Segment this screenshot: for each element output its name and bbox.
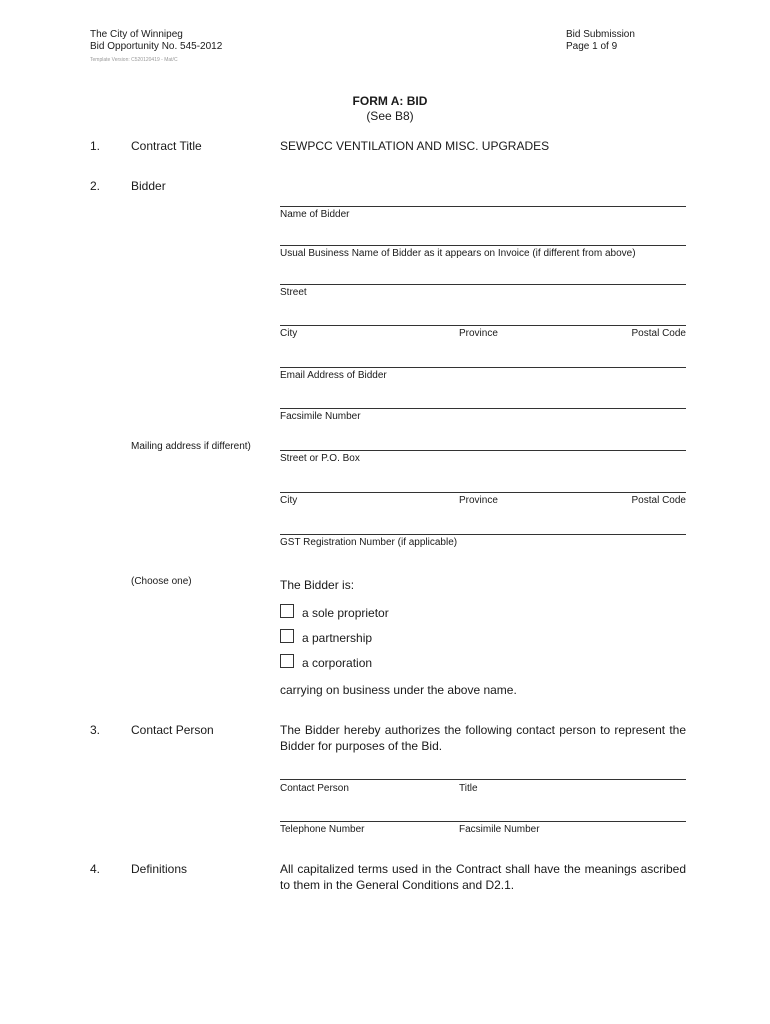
corporation-checkbox[interactable] [280,654,294,668]
street-field[interactable] [280,284,686,285]
mailing-street-field[interactable] [280,450,686,451]
mailing-address-label: Mailing address if different) [131,441,251,452]
choose-one-label: (Choose one) [131,576,192,587]
section-3-number: 3. [90,723,101,737]
contract-title-label: Contract Title [131,139,202,153]
carrying-on-business-text: carrying on business under the above name. [280,683,517,697]
province-label: Province [459,328,498,339]
bidder-name-label: Name of Bidder [280,209,350,220]
org-name: The City of Winnipeg [90,29,183,40]
definitions-heading: Definitions [131,862,188,876]
contract-title-value: SEWPCC VENTILATION AND MISC. UPGRADES [280,139,550,153]
contact-phone-fax-field[interactable] [280,821,686,822]
partnership-label: a partnership [302,631,373,645]
contact-facsimile-label: Facsimile Number [459,824,540,835]
form-title: FORM A: BID [352,94,428,108]
bidder-name-field[interactable] [280,206,686,207]
facsimile-label: Facsimile Number [280,411,361,422]
postal-code-label: Postal Code [631,328,686,339]
bid-opportunity-number: Bid Opportunity No. 545-2012 [90,41,223,52]
page-number: Page 1 of 9 [566,41,618,52]
contact-title-label: Title [459,783,478,794]
sole-proprietor-checkbox[interactable] [280,604,294,618]
contact-authorization-text: The Bidder hereby authorizes the following contact person to represent the Bidder for purposes of the Bid. [280,723,686,753]
sole-proprietor-label: a sole proprietor [302,606,389,620]
email-label: Email Address of Bidder [280,370,387,381]
contact-person-heading: Contact Person [131,723,214,737]
telephone-number-label: Telephone Number [280,824,365,835]
mailing-city-label: City [280,495,298,506]
usual-business-name-field[interactable] [280,245,686,246]
bidder-is-label: The Bidder is: [280,578,355,592]
email-field[interactable] [280,367,686,368]
section-1-number: 1. [90,139,101,153]
partnership-checkbox[interactable] [280,629,294,643]
facsimile-field[interactable] [280,408,686,409]
definitions-text: All capitalized terms used in the Contract shall have the meanings ascribed to them in the General Conditions and D2.1. [280,862,686,892]
bid-submission-label: Bid Submission [566,29,635,40]
form-subtitle: (See B8) [366,109,414,123]
usual-business-name-label: Usual Business Name of Bidder as it appears on Invoice (if different from above) [280,248,636,259]
contact-person-label: Contact Person [280,783,349,794]
section-2-number: 2. [90,179,101,193]
city-province-postal-field[interactable] [280,325,686,326]
corporation-label: a corporation [302,656,373,670]
contact-person-title-field[interactable] [280,779,686,780]
street-label: Street [280,287,307,298]
mailing-postal-code-label: Postal Code [631,495,686,506]
section-4-number: 4. [90,862,101,876]
mailing-street-label: Street or P.O. Box [280,453,360,464]
template-version: Template Version: C520120419 - Mat/C [90,57,178,63]
bidder-label: Bidder [131,179,166,193]
gst-field[interactable] [280,534,686,535]
city-label: City [280,328,298,339]
gst-label: GST Registration Number (if applicable) [280,537,458,548]
mailing-city-province-postal-field[interactable] [280,492,686,493]
mailing-province-label: Province [459,495,498,506]
